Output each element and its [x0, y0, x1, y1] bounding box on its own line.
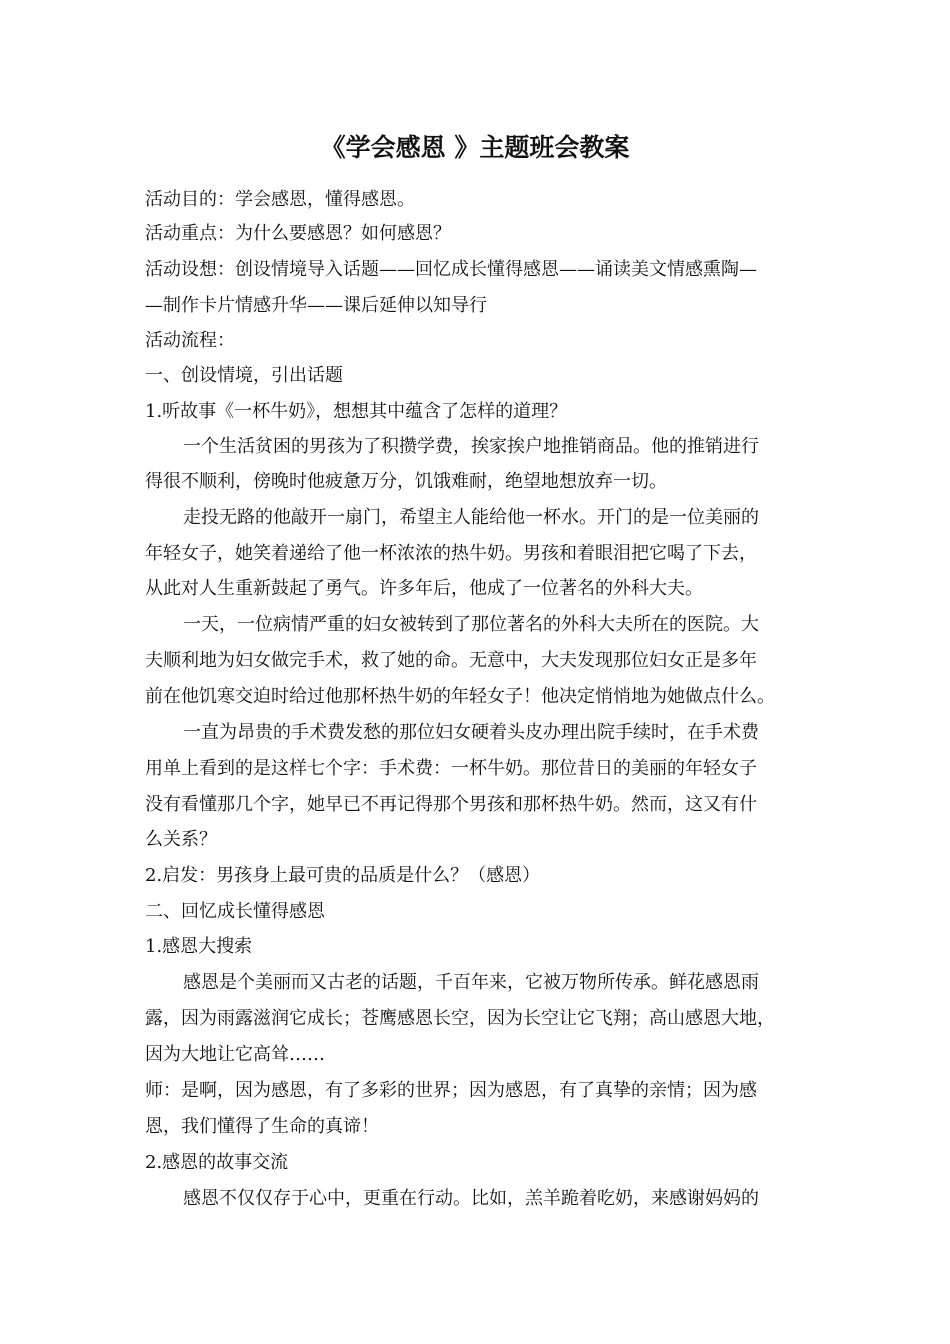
text-line: 走投无路的他敲开一扇门，希望主人能给他一杯水。开门的是一位美丽的	[183, 507, 759, 528]
text-line: 感恩不仅仅存于心中，更重在行动。比如，羔羊跪着吃奶，来感谢妈妈的	[183, 1188, 759, 1209]
sub-heading: 1.感恩大搜索	[145, 936, 253, 957]
text-line: 前在他饥寒交迫时给过他那杯热牛奶的年轻女子！他决定悄悄地为她做点什么。	[145, 686, 775, 707]
text-line: 从此对人生重新鼓起了勇气。许多年后，他成了一位著名的外科大夫。	[145, 578, 703, 599]
section-heading: 二、回忆成长懂得感恩	[145, 901, 325, 922]
sub-heading: 1.听故事《一杯牛奶》，想想其中蕴含了怎样的道理？	[145, 401, 568, 422]
text-line: 用单上看到的是这样七个字：手术费：一杯牛奶。那位昔日的美丽的年轻女子	[145, 758, 757, 779]
document-title: 《学会感恩 》主题班会教案	[320, 133, 630, 162]
text-line: 得很不顺利，傍晚时他疲惫万分，饥饿难耐，绝望地想放弃一切。	[145, 471, 667, 492]
text-line: 活动重点：为什么要感恩？如何感恩？	[145, 223, 451, 244]
text-line: 夫顺利地为妇女做完手术，救了她的命。无意中，大夫发现那位妇女正是多年	[145, 650, 757, 671]
text-line: 活动流程：	[145, 330, 235, 351]
text-line: 年轻女子，她笑着递给了他一杯浓浓的热牛奶。男孩和着眼泪把它喝了下去，	[145, 543, 757, 564]
text-line: 么关系？	[145, 829, 217, 850]
text-line: 活动设想：创设情境导入话题——回忆成长懂得感恩——诵读美文情感熏陶—	[145, 259, 757, 280]
sub-heading: 2.启发：男孩身上最可贵的品质是什么？（感恩）	[145, 865, 541, 886]
text-line: 因为大地让它高耸……	[145, 1044, 325, 1065]
text-line: 一天，一位病情严重的妇女被转到了那位著名的外科大夫所在的医院。大	[183, 614, 759, 635]
text-line: 感恩是个美丽而又古老的话题，千百年来，它被万物所传承。鲜花感恩雨	[183, 972, 759, 993]
sub-heading: 2.感恩的故事交流	[145, 1152, 289, 1173]
text-line: 露，因为雨露滋润它成长；苍鹰感恩长空，因为长空让它飞翔；高山感恩大地，	[145, 1008, 775, 1029]
text-line: —制作卡片情感升华——课后延伸以知导行	[145, 295, 487, 316]
section-heading: 一、创设情境，引出话题	[145, 365, 343, 386]
text-line: 师：是啊，因为感恩，有了多彩的世界；因为感恩，有了真挚的亲情；因为感	[145, 1080, 757, 1101]
text-line: 没有看懂那几个字，她早已不再记得那个男孩和那杯热牛奶。然而，这又有什	[145, 794, 757, 815]
text-line: 恩，我们懂得了生命的真谛！	[145, 1116, 379, 1137]
text-line: 活动目的：学会感恩，懂得感恩。	[145, 189, 415, 210]
text-line: 一个生活贫困的男孩为了积攒学费，挨家挨户地推销商品。他的推销进行	[183, 436, 759, 457]
text-line: 一直为昂贵的手术费发愁的那位妇女硬着头皮办理出院手续时，在手术费	[183, 722, 759, 743]
